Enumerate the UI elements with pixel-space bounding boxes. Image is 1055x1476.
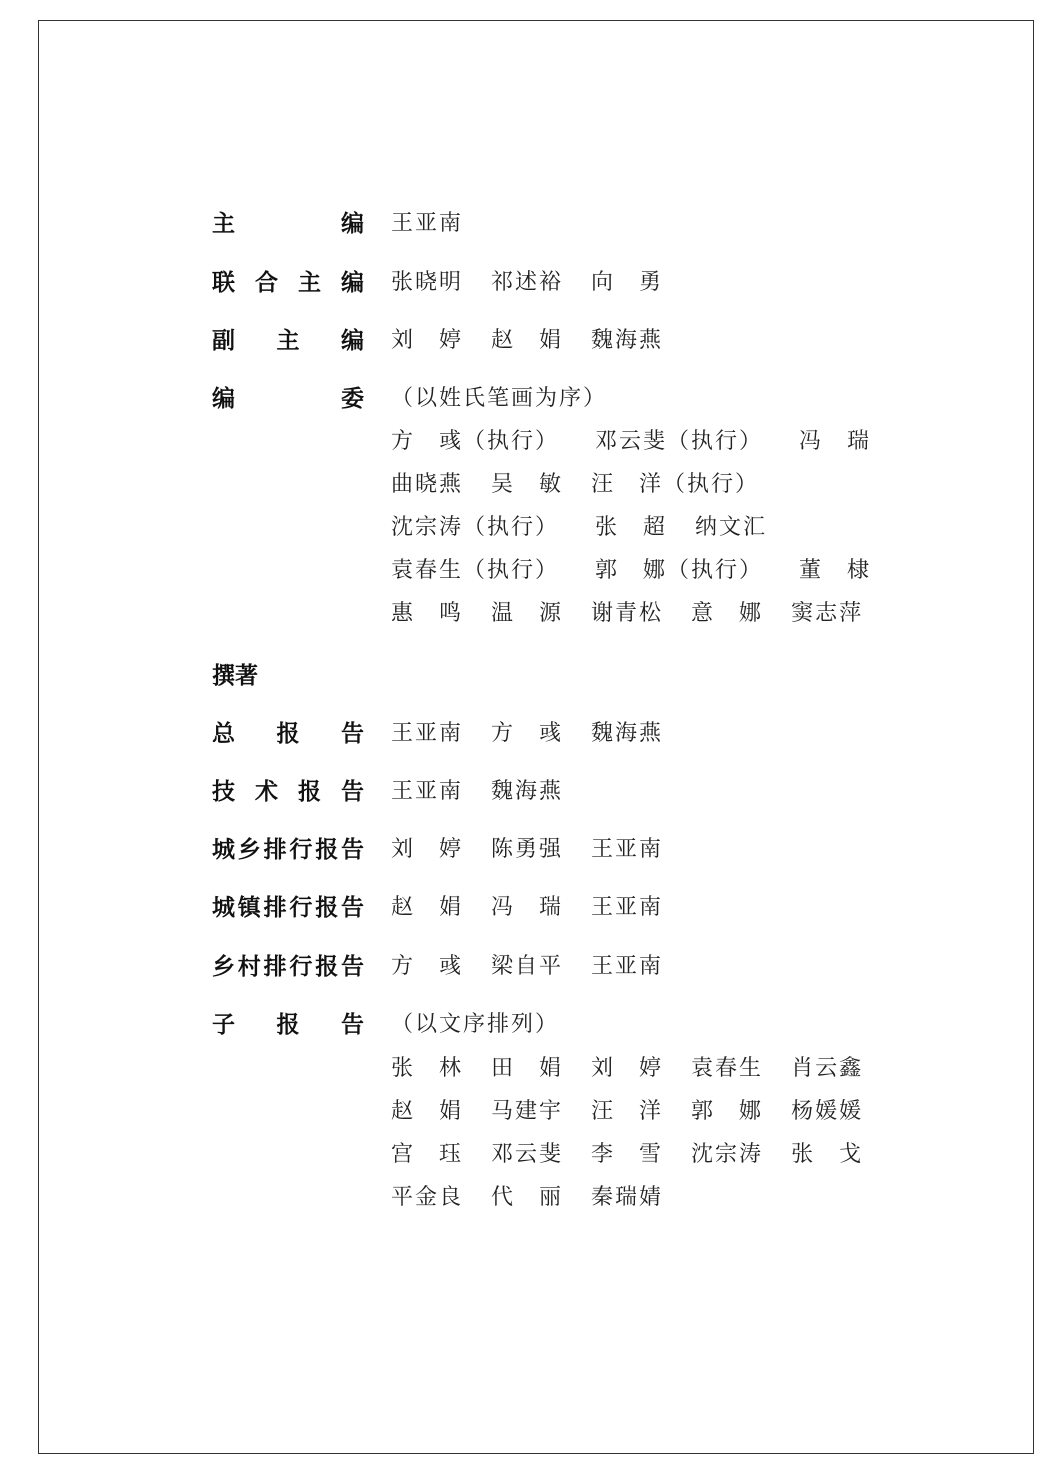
person-name: 袁春生（执行） xyxy=(391,557,560,583)
label-char: 行 xyxy=(289,836,313,863)
label-char: 告 xyxy=(341,720,364,747)
village-ranking-authors xyxy=(391,949,691,979)
label-char: 排 xyxy=(263,953,287,980)
person-name: 王亚南 xyxy=(591,894,664,920)
person-name: 张晓明 xyxy=(391,269,464,295)
person-name: 郭 娜（执行） xyxy=(595,557,764,583)
person-name: 王亚南 xyxy=(591,953,664,979)
label-text xyxy=(212,715,364,748)
person-name: 王亚南 xyxy=(591,836,664,862)
label-char: 乡 xyxy=(212,953,235,980)
label-char: 报 xyxy=(315,953,339,980)
label-char: 排 xyxy=(263,894,287,921)
person-name: 沈宗涛（执行） xyxy=(391,514,560,540)
person-name: 陈勇强 xyxy=(491,836,564,862)
person-name: 平金良 xyxy=(391,1184,464,1210)
person-name: 赵 娟 xyxy=(491,327,564,353)
person-name: 曲晓燕 xyxy=(391,471,464,497)
label-text xyxy=(212,773,364,806)
editorial-board-note xyxy=(391,381,635,411)
label-technical-report xyxy=(212,774,364,804)
joint-chief-editor-names xyxy=(391,265,691,295)
person-name: 纳文汇 xyxy=(695,514,768,540)
person-name: 向 勇 xyxy=(591,269,664,295)
person-name: 方 彧 xyxy=(391,953,464,979)
person-name: 王亚南 xyxy=(391,210,464,236)
label-village-ranking-report xyxy=(212,949,364,979)
section-heading xyxy=(212,658,364,688)
sort-note: （以文序排列） xyxy=(391,1011,560,1037)
person-name: 王亚南 xyxy=(391,778,464,804)
label-char: 城 xyxy=(212,836,235,863)
deputy-chief-editor-names xyxy=(391,323,691,353)
person-name: 宫 珏 xyxy=(391,1141,464,1167)
person-name: 张 戈 xyxy=(791,1141,864,1167)
person-name: 邓云斐 xyxy=(491,1141,564,1167)
label-char: 编 xyxy=(212,385,235,412)
label-text xyxy=(212,889,364,922)
label-char: 主 xyxy=(212,210,235,237)
sub-report-row xyxy=(391,1094,891,1124)
person-name: 意 娜 xyxy=(691,600,764,626)
committee-row xyxy=(391,510,795,540)
person-name: 董 棣 xyxy=(799,557,872,583)
person-name: 马建宇 xyxy=(491,1098,564,1124)
label-char: 行 xyxy=(289,894,313,921)
person-name: 汪 洋（执行） xyxy=(591,471,760,497)
sub-report-row xyxy=(391,1137,891,1167)
label-char: 报 xyxy=(315,836,339,863)
person-name: 冯 瑞 xyxy=(491,894,564,920)
label-char: 联 xyxy=(212,269,235,296)
person-name: 赵 娟 xyxy=(391,894,464,920)
person-name: 谢青松 xyxy=(591,600,664,626)
label-char: 村 xyxy=(237,953,261,980)
person-name: 窦志萍 xyxy=(791,600,864,626)
person-name: 代 丽 xyxy=(491,1184,564,1210)
label-char: 告 xyxy=(340,836,364,863)
label-char: 告 xyxy=(341,778,364,805)
label-char: 技 xyxy=(212,778,235,805)
committee-row xyxy=(391,553,899,583)
label-text xyxy=(212,380,364,413)
person-name: 刘 婷 xyxy=(391,327,464,353)
sub-reports-note xyxy=(391,1007,587,1037)
label-char: 编 xyxy=(341,327,364,354)
label-editorial-board xyxy=(212,381,364,411)
person-name: 袁春生 xyxy=(691,1055,764,1081)
label-char: 总 xyxy=(212,720,235,747)
committee-row xyxy=(391,467,787,497)
label-char: 主 xyxy=(298,269,321,296)
person-name: 杨媛媛 xyxy=(791,1098,864,1124)
label-char: 告 xyxy=(341,1011,364,1038)
label-town-ranking-report xyxy=(212,890,364,920)
label-text xyxy=(212,1006,364,1039)
section-heading-text: 撰著 xyxy=(212,662,258,689)
label-char: 术 xyxy=(255,778,278,805)
label-text xyxy=(212,205,364,238)
label-char: 报 xyxy=(276,720,300,747)
label-deputy-chief-editor xyxy=(212,323,364,353)
person-name: 田 娟 xyxy=(491,1055,564,1081)
label-text xyxy=(212,831,364,864)
label-char: 编 xyxy=(341,269,364,296)
sort-note: （以姓氏笔画为序） xyxy=(391,385,608,411)
person-name: 魏海燕 xyxy=(591,327,664,353)
label-char: 告 xyxy=(340,894,364,921)
label-char: 报 xyxy=(276,1011,300,1038)
person-name: 沈宗涛 xyxy=(691,1141,764,1167)
sub-report-row xyxy=(391,1051,891,1081)
person-name: 梁自平 xyxy=(491,953,564,979)
town-ranking-authors xyxy=(391,890,691,920)
person-name: 张 林 xyxy=(391,1055,464,1081)
chief-editor-names xyxy=(391,206,491,236)
committee-row xyxy=(391,424,899,454)
person-name: 李 雪 xyxy=(591,1141,664,1167)
label-text xyxy=(212,948,364,981)
person-name: 王亚南 xyxy=(391,720,464,746)
label-char: 副 xyxy=(212,327,235,354)
person-name: 肖云鑫 xyxy=(791,1055,864,1081)
label-char: 镇 xyxy=(237,894,261,921)
person-name: 祁述裕 xyxy=(491,269,564,295)
general-report-authors xyxy=(391,716,691,746)
person-name: 惠 鸣 xyxy=(391,600,464,626)
label-char: 子 xyxy=(212,1011,235,1038)
label-char: 合 xyxy=(255,269,278,296)
person-name: 吴 敏 xyxy=(491,471,564,497)
label-sub-reports xyxy=(212,1007,364,1037)
label-char: 行 xyxy=(289,953,313,980)
person-name: 方 彧（执行） xyxy=(391,428,560,454)
label-char: 报 xyxy=(298,778,321,805)
person-name: 刘 婷 xyxy=(391,836,464,862)
person-name: 秦瑞婧 xyxy=(591,1184,664,1210)
label-char: 编 xyxy=(341,210,364,237)
label-joint-chief-editor xyxy=(212,265,364,295)
committee-row xyxy=(391,596,891,626)
person-name: 魏海燕 xyxy=(591,720,664,746)
label-chief-editor xyxy=(212,206,364,236)
person-name: 赵 娟 xyxy=(391,1098,464,1124)
person-name: 魏海燕 xyxy=(491,778,564,804)
label-general-report xyxy=(212,716,364,746)
person-name: 郭 娜 xyxy=(691,1098,764,1124)
label-char: 主 xyxy=(276,327,300,354)
label-char: 委 xyxy=(341,385,364,412)
person-name: 张 超 xyxy=(595,514,668,540)
person-name: 方 彧 xyxy=(491,720,564,746)
urban-rural-ranking-authors xyxy=(391,832,691,862)
label-urban-rural-ranking-report xyxy=(212,832,364,862)
label-char: 告 xyxy=(340,953,364,980)
person-name: 汪 洋 xyxy=(591,1098,664,1124)
person-name: 冯 瑞 xyxy=(799,428,872,454)
label-char: 报 xyxy=(315,894,339,921)
person-name: 温 源 xyxy=(491,600,564,626)
label-char: 排 xyxy=(263,836,287,863)
label-text xyxy=(212,322,364,355)
sub-report-row xyxy=(391,1180,691,1210)
label-char: 城 xyxy=(212,894,235,921)
technical-report-authors xyxy=(391,774,591,804)
person-name: 邓云斐（执行） xyxy=(595,428,764,454)
label-text xyxy=(212,264,364,297)
person-name: 刘 婷 xyxy=(591,1055,664,1081)
label-char: 乡 xyxy=(237,836,261,863)
